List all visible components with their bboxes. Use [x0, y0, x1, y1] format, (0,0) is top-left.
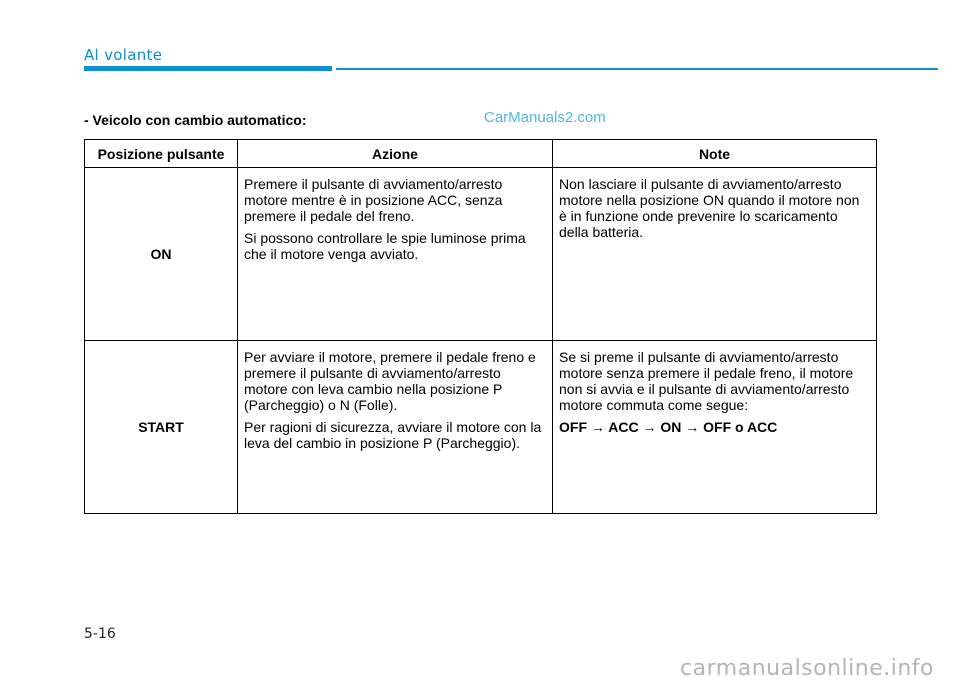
column-header-action: Azione — [238, 140, 553, 168]
table-header-row — [85, 140, 877, 168]
watermark-top: CarManuals2.com — [484, 109, 606, 126]
header-rule — [336, 68, 938, 70]
page-number: 5-16 — [84, 626, 116, 642]
mode-sequence: OFF → ACC → ON → OFF o ACC — [559, 419, 778, 435]
action-text: Premere il pulsante di avviamento/arresto motore mentre è in posizione ACC, senza premere il pedale del freno. — [244, 176, 503, 224]
action-text: Si possono controllare le spie luminose prima che il motore venga avviato. — [244, 230, 526, 262]
ignition-table — [84, 139, 877, 514]
watermark-bottom: carmanualsonline.info — [680, 656, 934, 681]
action-text: Per avviare il motore, premere il pedale freno e premere il pulsante di avviamento/arresto motore con leva cambio nella posizione P (Parcheggio) o N (Folle). — [244, 349, 536, 413]
action-cell — [238, 168, 553, 341]
header-accent-bar — [84, 66, 332, 71]
section-title: Al volante — [84, 46, 163, 64]
position-cell: ON — [85, 168, 238, 341]
table-row — [85, 168, 877, 341]
note-text: Se si preme il pulsante di avviamento/arresto motore senza premere il pedale freno, il motore non si avvia e il pulsante di avviamento/arresto motore commuta come segue: — [559, 349, 854, 413]
note-text: Non lasciare il pulsante di avviamento/arresto motore nella posizione ON quando il motore non è in funzione onde prevenire lo scaricamento della batteria. — [559, 176, 860, 240]
action-text: Per ragioni di sicurezza, avviare il motore con la leva del cambio in posizione P (Parcheggio). — [244, 419, 542, 451]
position-cell: START — [85, 341, 238, 514]
note-cell — [553, 168, 877, 341]
column-header-note: Note — [553, 140, 877, 168]
column-header-position: Posizione pulsante — [85, 140, 238, 168]
table-row — [85, 341, 877, 514]
note-cell — [553, 341, 877, 514]
subtitle: - Veicolo con cambio automatico: — [84, 112, 307, 128]
action-cell — [238, 341, 553, 514]
